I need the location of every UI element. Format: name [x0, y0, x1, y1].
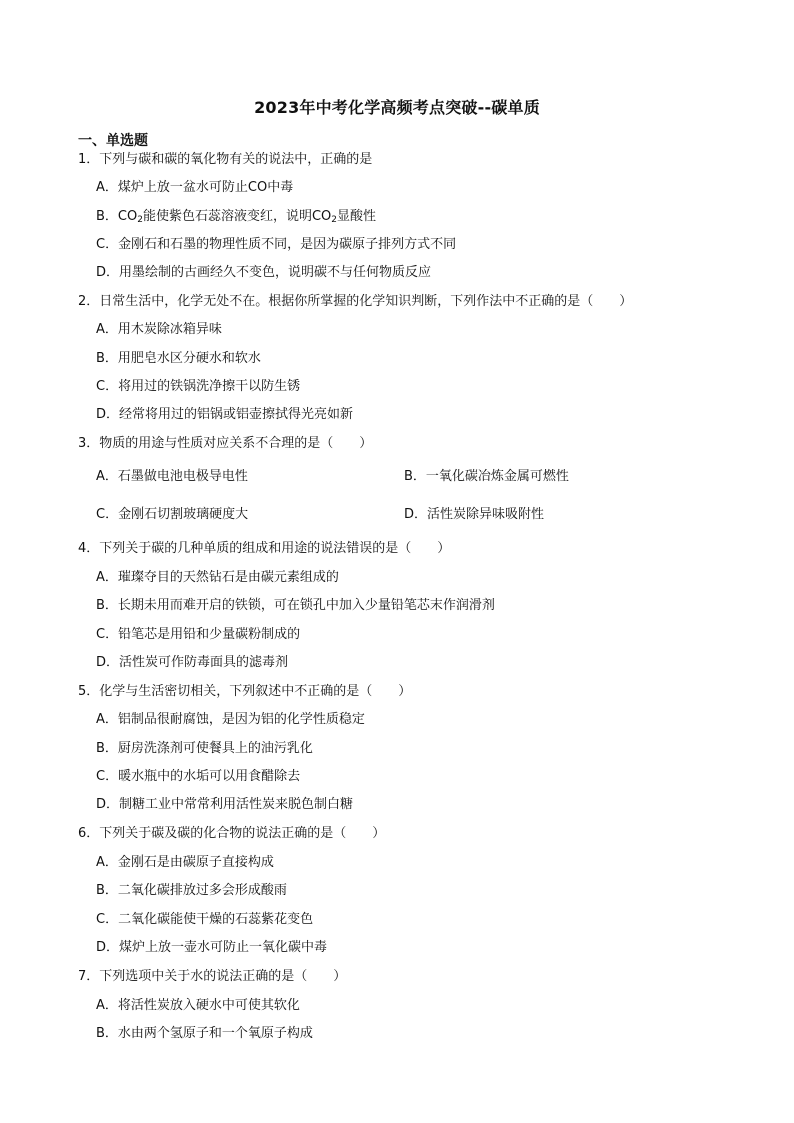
option-text: A．煤炉上放一盆水可防止CO中毒 [96, 180, 294, 195]
question-stem: 1．下列与碳和碳的氧化物有关的说法中，正确的是 [78, 152, 373, 167]
option-text-part: 显酸性 [337, 209, 377, 224]
question-stem: 6．下列关于碳及碳的化合物的说法正确的是（ ） [78, 826, 386, 841]
option-text-part: B．CO [96, 209, 138, 224]
option-text: D．活性炭可作防毒面具的滤毒剂 [96, 655, 289, 670]
option-text: C．金刚石切割玻璃硬度大 [96, 507, 249, 522]
option-text: A．用木炭除冰箱异味 [96, 322, 222, 337]
option-text: B．厨房洗涤剂可使餐具上的油污乳化 [96, 741, 313, 756]
option-text: C．金刚石和石墨的物理性质不同，是因为碳原子排列方式不同 [96, 237, 457, 252]
option-text: C．铅笔芯是用铅和少量碳粉制成的 [96, 627, 301, 642]
question-stem: 5．化学与生活密切相关，下列叙述中不正确的是（ ） [78, 684, 412, 699]
question-stem: 7．下列选项中关于水的说法正确的是（ ） [78, 969, 347, 984]
option-text: A．金刚石是由碳原子直接构成 [96, 855, 274, 870]
subscript: 2 [331, 215, 338, 225]
option-text-part: 能使紫色石蕊溶液变红，说明CO [142, 209, 332, 224]
option-text: C．暖水瓶中的水垢可以用食醋除去 [96, 769, 301, 784]
option-text: C．将用过的铁锅洗净擦干以防生锈 [96, 379, 301, 394]
option-text: B．二氧化碳排放过多会形成酸雨 [96, 883, 287, 898]
option-text: D．活性炭除异味吸附性 [404, 507, 545, 522]
option-text: A．铝制品很耐腐蚀，是因为铝的化学性质稳定 [96, 712, 365, 727]
option-text: A．将活性炭放入硬水中可使其软化 [96, 998, 300, 1013]
question-stem: 2．日常生活中，化学无处不在。根据你所掌握的化学知识判断，下列作法中不正确的是（ ） [78, 294, 633, 309]
option-text: A．璀璨夺目的天然钻石是由碳元素组成的 [96, 570, 339, 585]
page-title: 2023年中考化学高频考点突破--碳单质 [254, 98, 540, 117]
option-text: D．制糖工业中常常利用活性炭来脱色制白糖 [96, 797, 354, 812]
option-text: D．用墨绘制的古画经久不变色，说明碳不与任何物质反应 [96, 265, 432, 280]
question-stem: 3．物质的用途与性质对应关系不合理的是（ ） [78, 436, 373, 451]
option-text: D．煤炉上放一壶水可防止一氧化碳中毒 [96, 940, 328, 955]
option-text: A．石墨做电池电极导电性 [96, 469, 248, 484]
subscript: 2 [137, 215, 143, 225]
option-text: B．一氧化碳冶炼金属可燃性 [404, 469, 569, 484]
question-stem: 4．下列关于碳的几种单质的组成和用途的说法错误的是（ ） [78, 541, 451, 556]
option-text [96, 208, 376, 226]
option-text: B．用肥皂水区分硬水和软水 [96, 351, 261, 366]
option-text: C．二氧化碳能使干燥的石蕊紫花变色 [96, 912, 314, 927]
section-heading: 一、单选题 [78, 133, 148, 149]
option-text: B．水由两个氢原子和一个氧原子构成 [96, 1026, 313, 1041]
option-text: D．经常将用过的铝锅或铝壶擦拭得光亮如新 [96, 407, 354, 422]
option-text: B．长期未用而难开启的铁锁，可在锁孔中加入少量铅笔芯末作润滑剂 [96, 598, 495, 613]
